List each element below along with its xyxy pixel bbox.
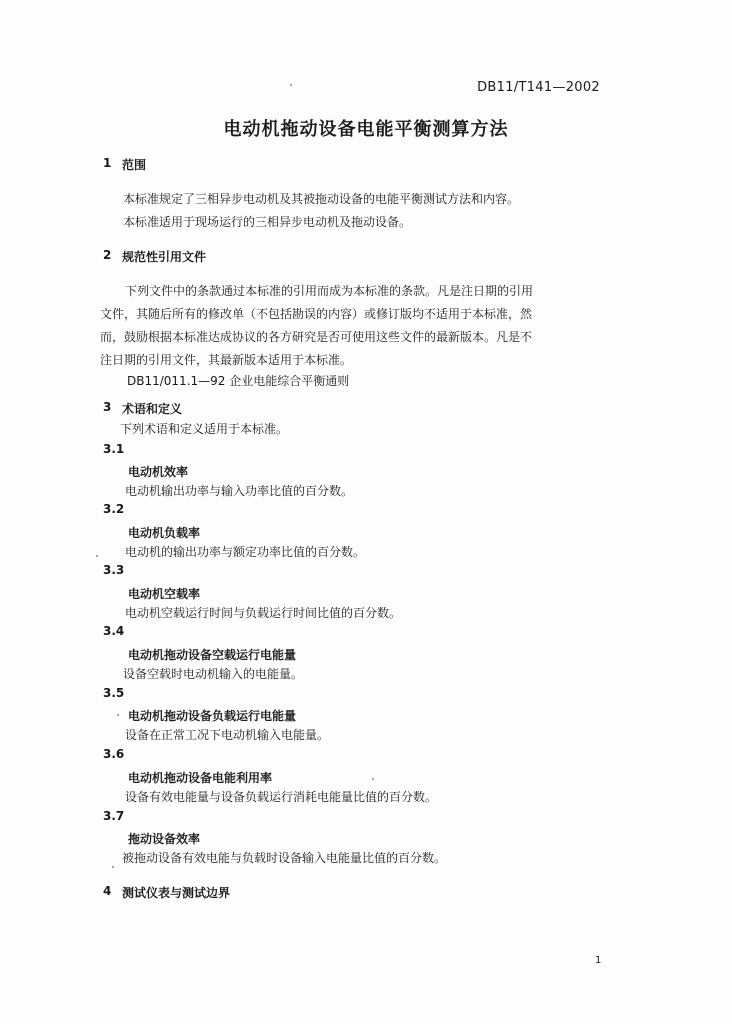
section-2-number: 2 xyxy=(103,248,112,262)
term-number: 3.7 xyxy=(103,809,125,823)
section-4-number: 4 xyxy=(103,884,112,898)
section-3-number: 3 xyxy=(103,400,112,414)
term-number: 3.2 xyxy=(103,502,125,516)
section-1-title: 范围 xyxy=(122,158,147,172)
section-3-intro: 下列术语和定义适用于本标准。 xyxy=(120,422,289,436)
term-title: 电动机空载率 xyxy=(128,587,201,601)
term-definition: 设备空载时电动机输入的电能量。 xyxy=(123,667,304,681)
section-1-paragraph: 本标准规定了三相异步电动机及其被拖动设备的电能平衡测试方法和内容。 xyxy=(123,192,520,206)
term-definition: 被拖动设备有效电能与负载时设备输入电能量比值的百分数。 xyxy=(122,851,447,865)
section-2-line: 文件，其随后所有的修改单（不包括勘误的内容）或修订版均不适用于本标准，然 xyxy=(100,307,533,321)
standard-code: DB11/T141—2002 xyxy=(477,80,600,95)
term-definition: 电动机空载运行时间与负载运行时间比值的百分数。 xyxy=(125,606,402,620)
term-title: 电动机拖动设备电能利用率 xyxy=(128,771,273,785)
section-1-number: 1 xyxy=(103,156,112,170)
term-title: 电动机效率 xyxy=(128,465,189,479)
section-2-reference: DB11/011.1—92 企业电能综合平衡通则 xyxy=(127,374,350,388)
scan-speck xyxy=(372,778,374,780)
term-definition: 电动机的输出功率与额定功率比值的百分数。 xyxy=(125,545,366,559)
page-number: 1 xyxy=(595,955,602,966)
section-2-line: 下列文件中的条款通过本标准的引用而成为本标准的条款。凡是注日期的引用 xyxy=(125,284,534,298)
scan-speck xyxy=(112,866,114,868)
section-3-title: 术语和定义 xyxy=(122,402,183,416)
section-4-title: 测试仪表与测试边界 xyxy=(122,886,231,900)
term-title: 电动机负载率 xyxy=(128,526,201,540)
section-2-line: 而，鼓励根据本标准达成协议的各方研究是否可使用这些文件的最新版本。凡是不 xyxy=(100,330,533,344)
term-title: 电动机拖动设备空载运行电能量 xyxy=(128,648,297,662)
term-definition: 电动机输出功率与输入功率比值的百分数。 xyxy=(125,484,354,498)
scan-speck xyxy=(117,714,119,716)
section-2-title: 规范性引用文件 xyxy=(122,250,207,264)
term-definition: 设备有效电能量与设备负载运行消耗电能量比值的百分数。 xyxy=(125,790,438,804)
scan-speck xyxy=(290,84,292,86)
term-definition: 设备在正常工况下电动机输入电能量。 xyxy=(125,728,330,742)
term-number: 3.5 xyxy=(103,686,125,700)
section-2-line: 注日期的引用文件，其最新版本适用于本标准。 xyxy=(100,353,353,367)
term-number: 3.1 xyxy=(103,442,125,456)
section-1-paragraph: 本标准适用于现场运行的三相异步电动机及拖动设备。 xyxy=(123,215,412,229)
term-number: 3.4 xyxy=(103,624,125,638)
scan-speck xyxy=(96,555,98,557)
term-title: 拖动设备效率 xyxy=(128,832,201,846)
term-title: 电动机拖动设备负载运行电能量 xyxy=(128,709,297,723)
term-number: 3.6 xyxy=(103,747,125,761)
document-title: 电动机拖动设备电能平衡测算方法 xyxy=(223,119,509,140)
term-number: 3.3 xyxy=(103,563,125,577)
